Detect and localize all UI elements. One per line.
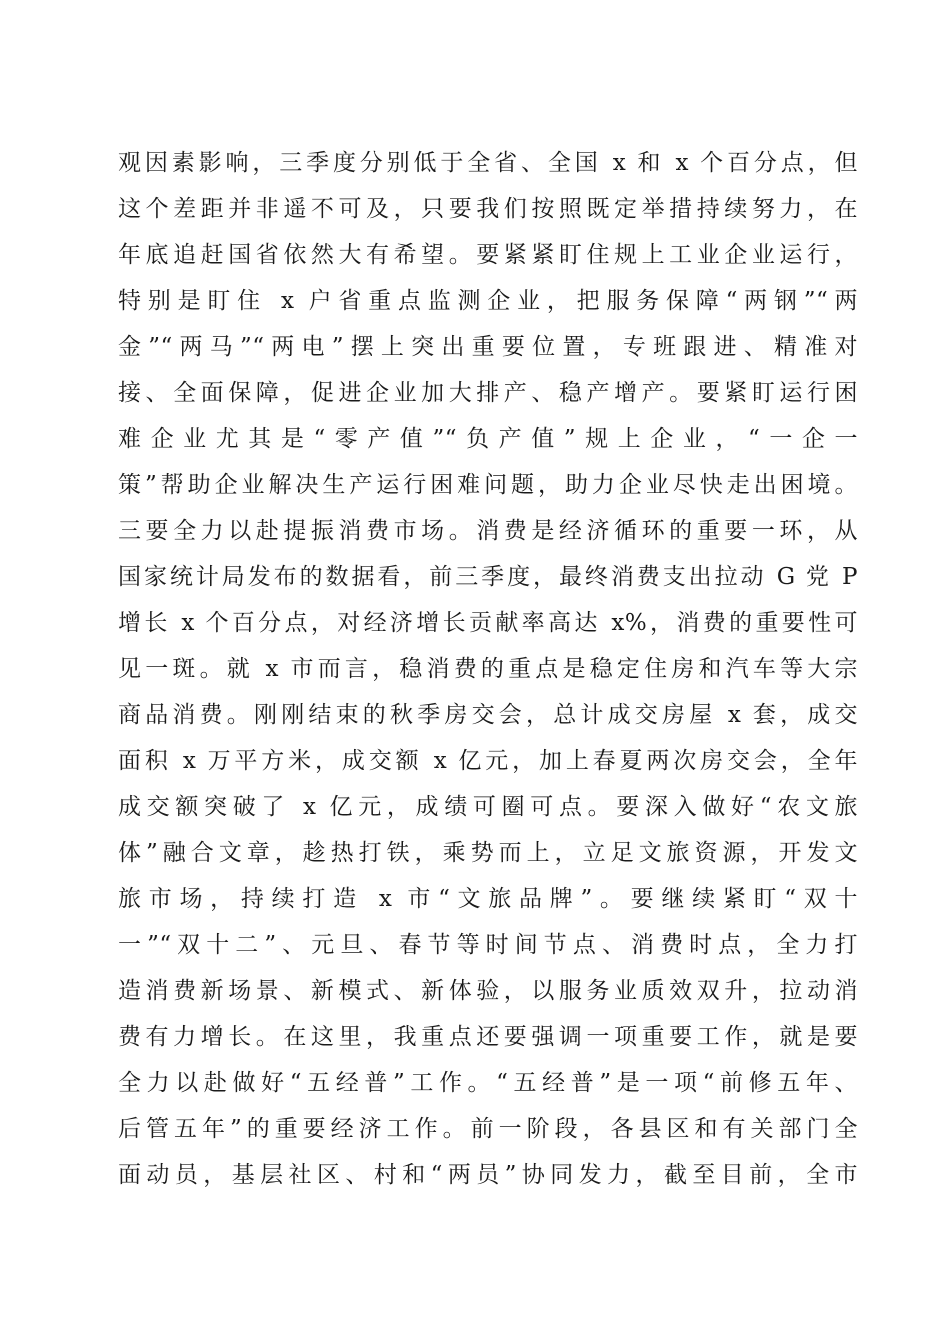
text-line: 旅市场，持续打造 x 市“文旅品牌”。要继续紧盯“双十: [118, 886, 858, 912]
text-line: 难企业尤其是“零产值”“负产值”规上企业，“一企一: [118, 426, 858, 452]
text-line: 体”融合文章，趁热打铁，乘势而上，立足文旅资源，开发文: [118, 840, 858, 866]
text-line: 造消费新场景、新模式、新体验，以服务业质效双升，拉动消: [118, 978, 858, 1004]
text-line: 观因素影响，三季度分别低于全省、全国 x 和 x 个百分点，但: [118, 150, 858, 176]
text-line: 商品消费。刚刚结束的秋季房交会，总计成交房屋 x 套，成交: [118, 702, 858, 728]
text-line: 接、全面保障，促进企业加大排产、稳产增产。要紧盯运行困: [118, 380, 858, 406]
text-line: 国家统计局发布的数据看，前三季度，最终消费支出拉动 G 党 P: [118, 564, 858, 590]
text-line: 全力以赴做好“五经普”工作。“五经普”是一项“前修五年、: [118, 1070, 858, 1096]
text-line: 特别是盯住 x 户省重点监测企业，把服务保障“两钢”“两: [118, 288, 858, 314]
text-line: 金”“两马”“两电”摆上突出重要位置，专班跟进、精准对: [118, 334, 858, 360]
body-text: [118, 140, 858, 1198]
text-line: 后管五年”的重要经济工作。前一阶段，各县区和有关部门全: [118, 1116, 858, 1142]
text-line: 成交额突破了 x 亿元，成绩可圈可点。要深入做好“农文旅: [118, 794, 858, 820]
text-line: 三要全力以赴提振消费市场。消费是经济循环的重要一环，从: [118, 518, 858, 544]
text-line: 见一斑。就 x 市而言，稳消费的重点是稳定住房和汽车等大宗: [118, 656, 858, 682]
text-line: 费有力增长。在这里，我重点还要强调一项重要工作，就是要: [118, 1024, 858, 1050]
text-line: 面积 x 万平方米，成交额 x 亿元，加上春夏两次房交会，全年: [118, 748, 858, 774]
text-line: 策”帮助企业解决生产运行困难问题，助力企业尽快走出困境。: [118, 472, 858, 498]
text-line: 一”“双十二”、元旦、春节等时间节点、消费时点，全力打: [118, 932, 858, 958]
text-line: 这个差距并非遥不可及，只要我们按照既定举措持续努力，在: [118, 196, 858, 222]
text-line: 增长 x 个百分点，对经济增长贡献率高达 x%，消费的重要性可: [118, 610, 858, 636]
text-line: 年底追赶国省依然大有希望。要紧紧盯住规上工业企业运行，: [118, 242, 858, 268]
text-line: 面动员，基层社区、村和“两员”协同发力，截至目前，全市: [118, 1162, 858, 1188]
